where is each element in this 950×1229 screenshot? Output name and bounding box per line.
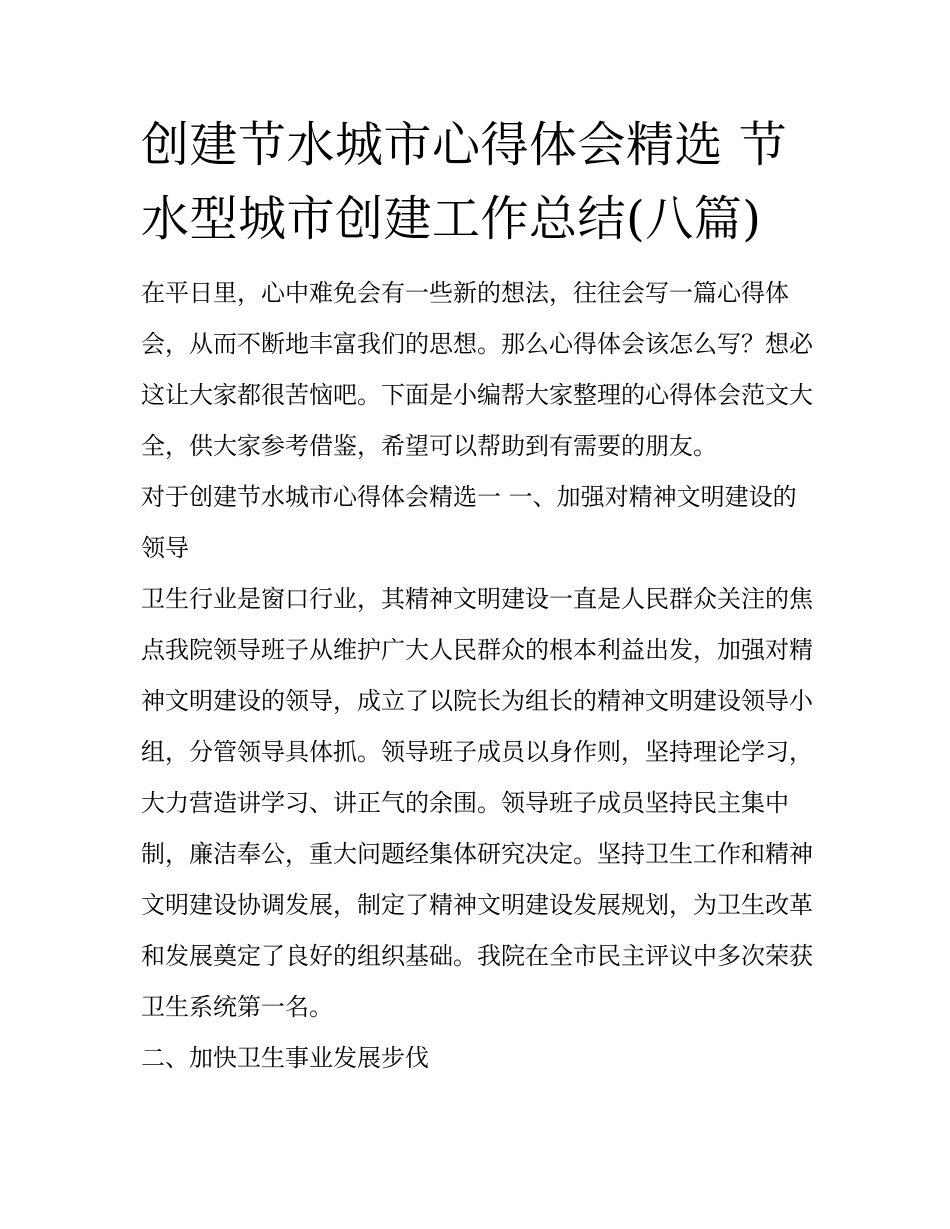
paragraph-section-one-body: 卫生行业是窗口行业，其精神文明建设一直是人民群众关注的焦点我院领导班子从维护广大人民群众的根本利益出发，加强对精神文明建设的领导，成立了以院长为组长的精神文明建设领导小组，分管领导具体抓。领导班子成员以身作则，坚持理论学习，大力营造讲学习、讲正气的余围。领导班子成员坚持民主集中制，廉洁奉公，重大问题经集体研究决定。坚持卫生工作和精神文明建设协调发展，制定了精神文明建设发展规划，为卫生改革和发展奠定了良好的组织基础。我院在全市民主评议中多次荣获卫生系统第一名。	[141, 585, 813, 1021]
paragraph-section-one-heading: 对于创建节水城市心得体会精选一 一、加强对精神文明建设的领导	[141, 483, 797, 562]
paragraph-section-two-heading: 二、加快卫生事业发展步伐	[141, 1044, 429, 1072]
document-body	[141, 268, 813, 1084]
document-page	[141, 108, 813, 1084]
document-title: 创建节水城市心得体会精选 节水型城市创建工作总结(八篇)	[141, 117, 788, 247]
paragraph-intro: 在平日里，心中难免会有一些新的想法，往往会写一篇心得体会，从而不断地丰富我们的思想。那么心得体会该怎么写？想必这让大家都很苦恼吧。下面是小编帮大家整理的心得体会范文大全，供大家参考借鉴，希望可以帮助到有需要的朋友。	[141, 279, 813, 460]
